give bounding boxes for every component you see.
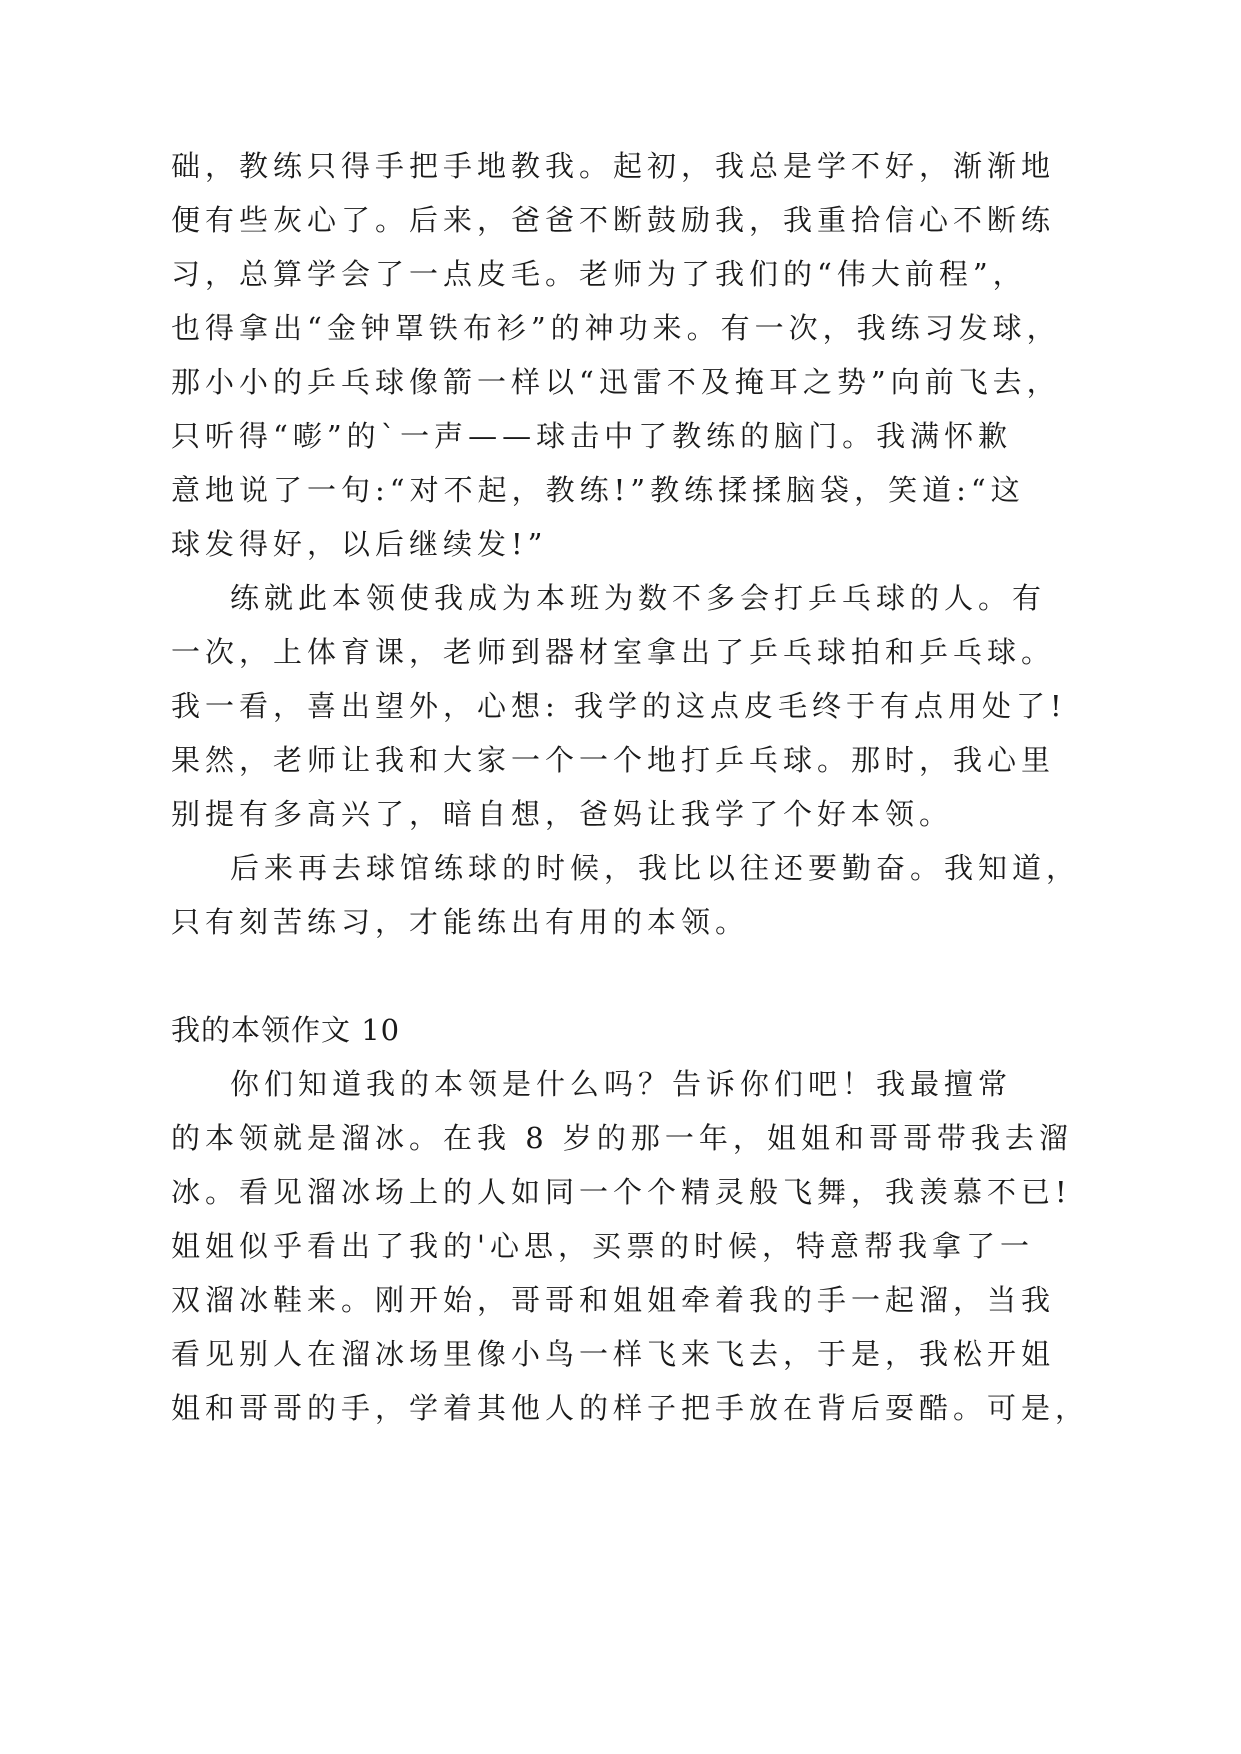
line-text: 便有些灰心了。后来，爸爸不断鼓励我，我重拾信心不断练 <box>171 203 1056 237</box>
text-line <box>0 146 1241 186</box>
line-text: 础，教练只得手把手地教我。起初，我总是学不好，渐渐地 <box>171 149 1056 183</box>
text-line <box>0 308 1241 348</box>
line-text: 那小小的乒乓球像箭一样以“迅雷不及掩耳之势”向前飞去， <box>171 365 1061 399</box>
line-text: 冰。看见溜冰场上的人如同一个个精灵般飞舞，我羡慕不已! <box>171 1175 1072 1209</box>
text-line <box>0 740 1241 780</box>
line-text: 我一看，喜出望外，心想: 我学的这点皮毛终于有点用处了! <box>171 689 1067 723</box>
text-line <box>0 200 1241 240</box>
line-text: 也得拿出“金钟罩铁布衫”的神功来。有一次，我练习发球， <box>171 311 1061 345</box>
line-text: 果然，老师让我和大家一个一个地打乒乓球。那时，我心里 <box>171 743 1056 777</box>
text-line <box>0 362 1241 402</box>
line-text: 双溜冰鞋来。刚开始，哥哥和姐姐牵着我的手一起溜，当我 <box>171 1283 1056 1317</box>
text-line <box>0 1334 1241 1374</box>
text-line <box>0 902 1241 942</box>
line-text: 习，总算学会了一点皮毛。老师为了我们的“伟大前程”， <box>171 257 1027 291</box>
line-text: 后来再去球馆练球的时候，我比以往还要勤奋。我知道， <box>230 851 1081 885</box>
line-text: 看见别人在溜冰场里像小鸟一样飞来飞去，于是，我松开姐 <box>171 1337 1056 1371</box>
line-text: 姐和哥哥的手，学着其他人的样子把手放在背后耍酷。可是， <box>171 1391 1090 1425</box>
text-line <box>0 848 1241 888</box>
line-text: 一次，上体育课，老师到器材室拿出了乒乓球拍和乒乓球。 <box>171 635 1056 669</box>
text-line <box>0 1064 1241 1104</box>
heading-text: 我的本领作文 10 <box>171 1013 401 1047</box>
line-text: 你们知道我的本领是什么吗？告诉你们吧！我最擅常 <box>230 1067 1013 1101</box>
line-text: 球发得好，以后继续发!” <box>171 527 548 561</box>
text-line <box>0 524 1241 564</box>
text-line <box>0 1226 1241 1266</box>
text-line <box>0 1172 1241 1212</box>
text-line <box>0 1118 1241 1158</box>
line-text: 的本领就是溜冰。在我 8 岁的那一年，姐姐和哥哥带我去溜 <box>171 1121 1073 1155</box>
text-line <box>0 1388 1241 1428</box>
line-text: 别提有多高兴了，暗自想，爸妈让我学了个好本领。 <box>171 797 954 831</box>
section-heading <box>0 1010 1241 1050</box>
text-line <box>0 254 1241 294</box>
text-line <box>0 632 1241 672</box>
line-text: 姐姐似乎看出了我的'心思，买票的时候，特意帮我拿了一 <box>171 1229 1034 1263</box>
text-line <box>0 794 1241 834</box>
line-text: 意地说了一句:“对不起，教练!”教练揉揉脑袋，笑道:“这 <box>171 473 1025 507</box>
text-line <box>0 470 1241 510</box>
line-text: 只听得“嘭”的`一声——球击中了教练的脑门。我满怀歉 <box>171 419 1013 453</box>
text-line <box>0 416 1241 456</box>
text-line <box>0 1280 1241 1320</box>
text-line <box>0 686 1241 726</box>
line-text: 只有刻苦练习，才能练出有用的本领。 <box>171 905 750 939</box>
text-line <box>0 578 1241 618</box>
line-text: 练就此本领使我成为本班为数不多会打乒乓球的人。有 <box>230 581 1047 615</box>
